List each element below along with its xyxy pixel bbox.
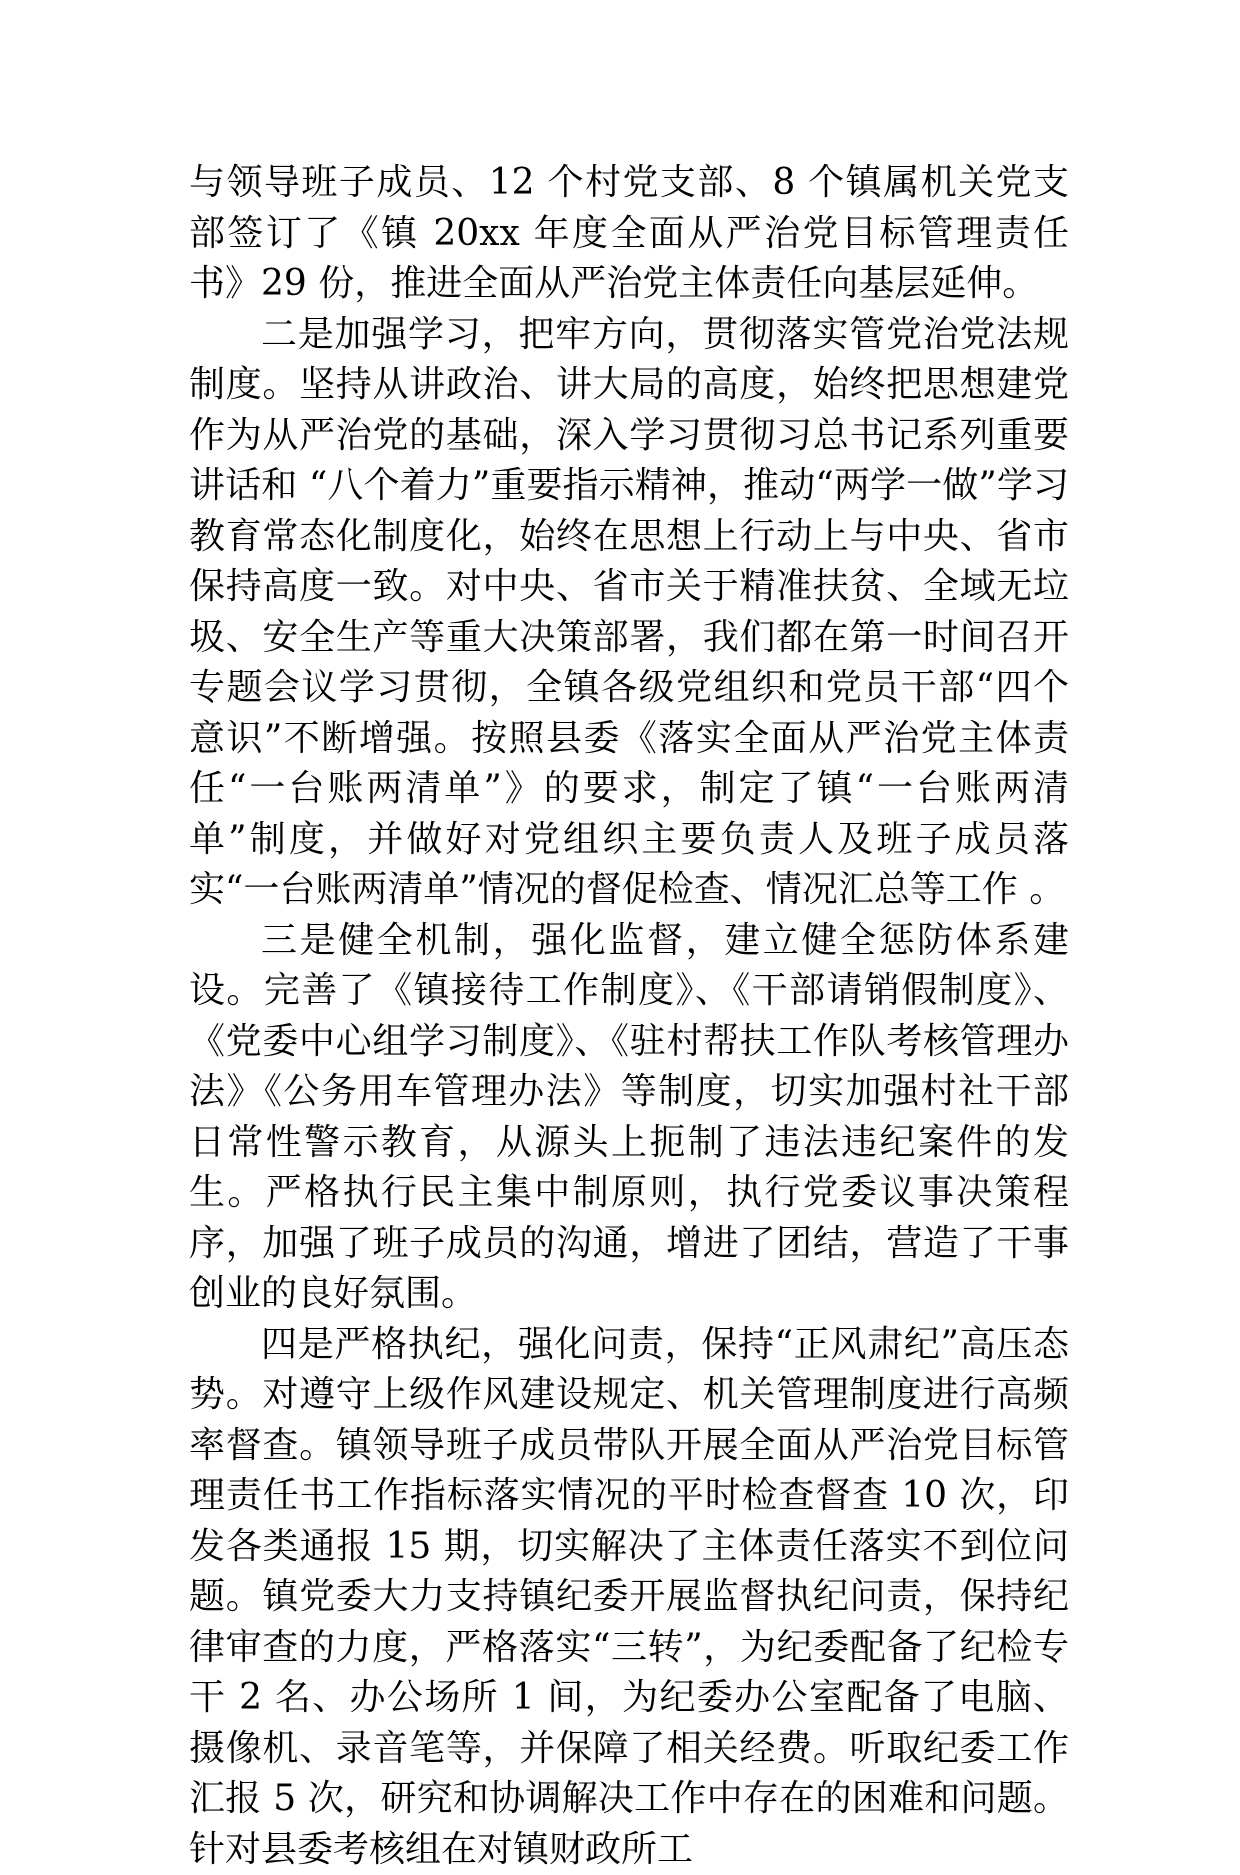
paragraph-continuation: 与领导班子成员、12 个村党支部、8 个镇属机关党支部签订了《镇 20xx 年度全面从严治党目标管理责任书》29 份，推进全面从严治党主体责任向基层延伸。 <box>189 158 1069 310</box>
paragraph-point-three: 三是健全机制，强化监督，建立健全惩防体系建设。完善了《镇接待工作制度》、《干部请销假制度》、《党委中心组学习制度》、《驻村帮扶工作队考核管理办法》《公务用车管理办法》等制度，切实加强村社干部日常性警示教育，从源头上扼制了违法违纪案件的发生。严格执行民主集中制原则，执行党委议事决策程序，加强了班子成员的沟通，增进了团结，营造了干事创业的良好氛围。 <box>189 916 1069 1320</box>
document-body <box>189 158 1069 1875</box>
paragraph-point-two: 二是加强学习，把牢方向，贯彻落实管党治党法规制度。坚持从讲政治、讲大局的高度，始终把思想建党作为从严治党的基础，深入学习贯彻习总书记系列重要讲话和 “八个着力”重要指示精神，推动“两学一做”学习教育常态化制度化，始终在思想上行动上与中央、省市保持高度一致。对中央、省市关于精准扶贫、全域无垃圾、安全生产等重大决策部署，我们都在第一时间召开专题会议学习贯彻，全镇各级党组织和党员干部“四个意识”不断增强。按照县委《落实全面从严治党主体责任“一台账两清单”》的要求，制定了镇“一台账两清单”制度，并做好对党组织主要负责人及班子成员落实“一台账两清单”情况的督促检查、情况汇总等工作 。 <box>189 310 1069 916</box>
paragraph-point-four: 四是严格执纪，强化问责，保持“正风肃纪”高压态势。对遵守上级作风建设规定、机关管理制度进行高频率督查。镇领导班子成员带队开展全面从严治党目标管理责任书工作指标落实情况的平时检查督查 10 次，印发各类通报 15 期，切实解决了主体责任落实不到位问题。镇党委大力支持镇纪委开展监督执纪问责，保持纪律审查的力度，严格落实“三转”，为纪委配备了纪检专干 2 名、办公场所 1 间，为纪委办公室配备了电脑、摄像机、录音笔等，并保障了相关经费。听取纪委工作汇报 5 次，研究和协调解决工作中存在的困难和问题。针对县委考核组在对镇财政所工 <box>189 1320 1069 1875</box>
